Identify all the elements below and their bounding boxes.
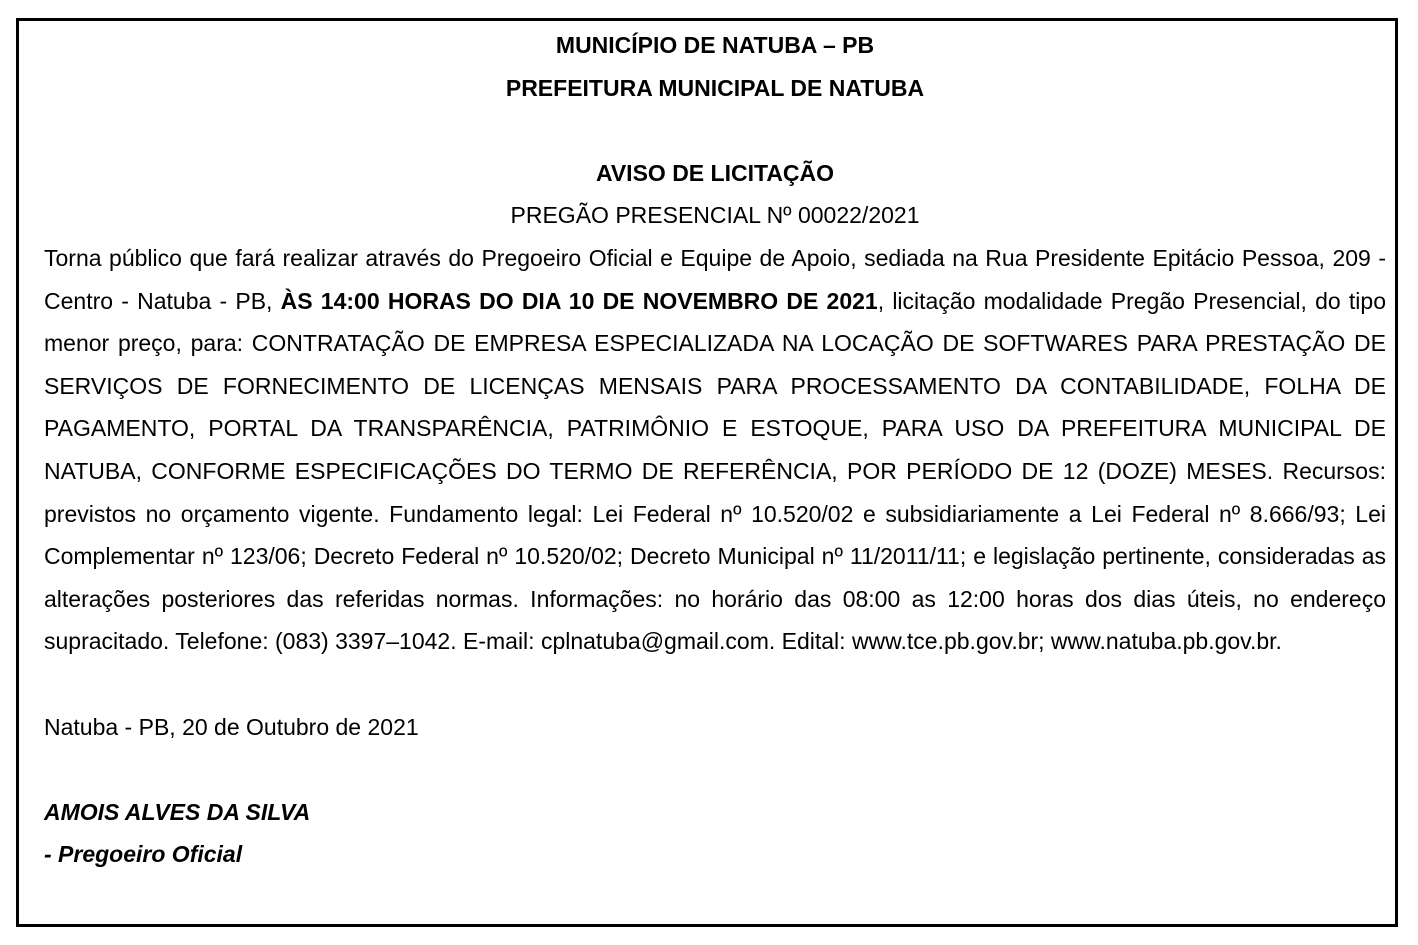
body-datetime: ÀS 14:00 HORAS DO DIA 10 DE NOVEMBRO DE 2021 bbox=[280, 287, 878, 314]
body-intro: Torna público que fará realizar através do Pregoeiro Oficial e Equipe de Apoio, sediada na Rua Presidente Epitácio Pessoa, 209 - Centro - Natuba - PB, bbox=[44, 244, 1386, 314]
notice-title: AVISO DE LICITAÇÃO bbox=[595, 159, 835, 186]
notice-body bbox=[44, 237, 1386, 663]
signatory-name: AMOIS ALVES DA SILVA bbox=[44, 798, 311, 825]
city-hall-heading: PREFEITURA MUNICIPAL DE NATUBA bbox=[505, 74, 925, 101]
spacer bbox=[44, 748, 1386, 791]
signatory-role: - Pregoeiro Oficial bbox=[44, 841, 243, 868]
spacer bbox=[44, 109, 1386, 152]
body-rest: , licitação modalidade Pregão Presencial, do tipo menor preço, para: CONTRATAÇÃO DE EMPRESA ESPECIALIZADA NA LOCAÇÃO DE SOFTWARES PARA PRESTAÇÃO DE SERVIÇOS DE FORNECIMENTO DE LICENÇAS MENSAIS PARA PROCESSAMENTO DA CONTABILIDADE, FOLHA DE PAGAMENTO, PORTAL DA TRANSPARÊNCIA, PATRIMÔNIO E ESTOQUE, PARA USO DA PREFEITURA MUNICIPAL DE NATUBA, CONFORME ESPECIFICAÇÕES DO TERMO DE REFERÊNCIA, POR PERÍODO DE 12 (DOZE) MESES. Recursos: previstos no orçamento vigente. Fundamento legal: Lei Federal nº 10.520/02 e subsidiariamente a Lei Federal nº 8.666/93; Lei Complementar nº 123/06; Decreto Federal nº 10.520/02; Decreto Municipal nº 11/2011/11; e legislação pertinente, consideradas as alterações posteriores das referidas normas. Informações: no horário das 08:00 as 12:00 horas dos dias úteis, no endereço supracitado. Telefone: (083) 3397–1042. E-mail: cplnatuba@gmail.com. Edital: www.tce.pb.gov.br; www.natuba.pb.gov.br. bbox=[44, 287, 1386, 655]
spacer bbox=[44, 663, 1386, 706]
process-number: PREGÃO PRESENCIAL Nº 00022/2021 bbox=[510, 202, 920, 229]
place-date: Natuba - PB, 20 de Outubro de 2021 bbox=[44, 713, 419, 740]
municipality-heading: MUNICÍPIO DE NATUBA – PB bbox=[555, 32, 875, 58]
notice-content bbox=[44, 24, 1386, 876]
